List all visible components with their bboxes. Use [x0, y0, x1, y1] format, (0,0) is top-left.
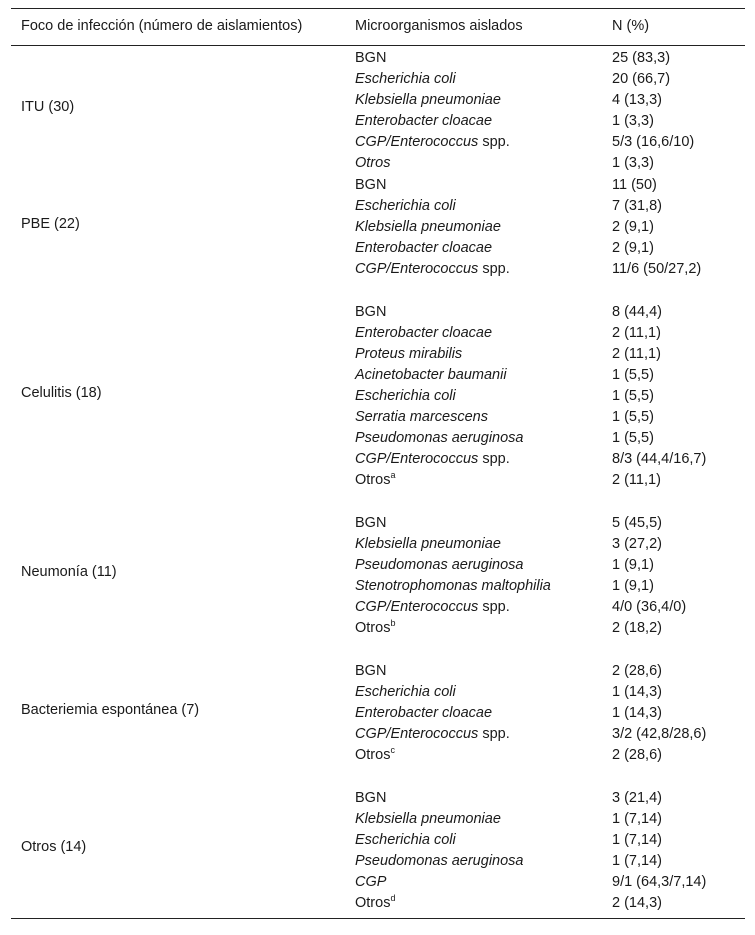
n-percent-cell: 1 (7,14)	[612, 853, 662, 869]
organism-italic: Escherichia coli	[355, 388, 456, 404]
organism-italic: Serratia marcescens	[355, 409, 488, 425]
organism-italic: Enterobacter cloacae	[355, 325, 493, 341]
table-row	[11, 196, 745, 217]
table-row	[11, 724, 745, 745]
table-row	[11, 576, 745, 597]
table-row	[11, 238, 745, 259]
organism-italic: CGP/Enterococcus	[355, 261, 479, 277]
table-row	[11, 323, 745, 344]
organism-cell	[355, 48, 386, 69]
organism-plain: spp.	[482, 726, 510, 742]
table-row	[11, 217, 745, 238]
table-row	[11, 661, 745, 682]
table-row	[11, 809, 745, 830]
n-percent-cell: 7 (31,8)	[612, 198, 662, 214]
table-bottom-rule	[11, 918, 745, 919]
n-percent-cell: 1 (5,5)	[612, 388, 654, 404]
organism-plain: Otros	[355, 620, 391, 636]
organism-cell	[355, 724, 510, 745]
table-row	[11, 872, 745, 893]
n-percent-cell: 1 (14,3)	[612, 684, 662, 700]
organism-plain: Otros	[355, 895, 391, 911]
organism-italic: Escherichia coli	[355, 198, 456, 214]
organism-italic: CGP/Enterococcus	[355, 599, 479, 615]
focus-label: ITU (30)	[21, 99, 75, 115]
table-row	[11, 534, 745, 555]
table-row	[11, 851, 745, 872]
footnote-marker: d	[390, 893, 396, 904]
header-focus: Foco de infección (número de aislamientos)	[21, 18, 303, 34]
table-header	[11, 9, 745, 46]
organism-cell	[355, 69, 456, 90]
organism-plain: Otros	[355, 747, 391, 763]
n-percent-cell: 25 (83,3)	[612, 50, 671, 66]
table-row	[11, 90, 745, 111]
n-percent-cell: 4 (13,3)	[612, 92, 662, 108]
table-row	[11, 597, 745, 618]
organism-plain: spp.	[482, 261, 510, 277]
n-percent-cell: 1 (7,14)	[612, 832, 662, 848]
organism-cell	[355, 534, 501, 555]
focus-group	[11, 48, 745, 174]
focus-group	[11, 302, 745, 491]
n-percent-cell: 3 (27,2)	[612, 536, 662, 552]
organism-cell	[355, 153, 390, 174]
organism-italic: Klebsiella pneumoniae	[355, 92, 501, 108]
n-percent-cell: 1 (3,3)	[612, 113, 654, 129]
organism-plain: BGN	[355, 177, 387, 193]
organism-plain: spp.	[482, 451, 510, 467]
n-percent-cell: 1 (5,5)	[612, 430, 654, 446]
organism-cell	[355, 449, 510, 470]
data-table	[11, 8, 745, 919]
n-percent-cell: 2 (9,1)	[612, 240, 654, 256]
organism-cell	[355, 682, 456, 703]
table-row	[11, 830, 745, 851]
organism-cell	[355, 132, 510, 153]
n-percent-cell: 2 (18,2)	[612, 620, 662, 636]
organism-italic: Enterobacter cloacae	[355, 705, 493, 721]
focus-group	[11, 661, 745, 766]
table-row	[11, 344, 745, 365]
n-percent-cell: 20 (66,7)	[612, 71, 671, 87]
organism-cell	[355, 259, 510, 280]
n-percent-cell: 8/3 (44,4/16,7)	[612, 451, 707, 467]
n-percent-cell: 1 (5,5)	[612, 409, 654, 425]
organism-italic: CGP/Enterococcus	[355, 134, 479, 150]
organism-cell	[355, 745, 395, 766]
organism-plain: spp.	[482, 599, 510, 615]
table-row	[11, 407, 745, 428]
organism-cell	[355, 470, 395, 491]
organism-italic: CGP/Enterococcus	[355, 726, 479, 742]
n-percent-cell: 11/6 (50/27,2)	[612, 261, 702, 277]
table-row	[11, 365, 745, 386]
organism-italic: Pseudomonas aeruginosa	[355, 853, 524, 869]
focus-label: Otros (14)	[21, 839, 87, 855]
table-row	[11, 513, 745, 534]
organism-plain: Otros	[355, 472, 391, 488]
organism-cell	[355, 513, 386, 534]
organism-plain: BGN	[355, 790, 387, 806]
organism-plain: BGN	[355, 50, 387, 66]
organism-cell	[355, 851, 523, 872]
organism-cell	[355, 407, 488, 428]
n-percent-cell: 2 (11,1)	[612, 472, 661, 488]
table-row	[11, 302, 745, 323]
n-percent-cell: 11 (50)	[612, 177, 657, 193]
header-organisms: Microorganismos aislados	[355, 18, 523, 34]
focus-label: PBE (22)	[21, 215, 80, 232]
n-percent-cell: 2 (11,1)	[612, 346, 661, 362]
focus-label: Neumonía (11)	[21, 564, 117, 580]
table-row	[11, 682, 745, 703]
organism-cell	[355, 217, 501, 238]
organism-cell	[355, 893, 395, 914]
organism-italic: Stenotrophomonas maltophilia	[355, 578, 551, 594]
organism-italic: Klebsiella pneumoniae	[355, 536, 501, 552]
organism-cell	[355, 830, 456, 851]
organism-italic: Klebsiella pneumoniae	[355, 811, 501, 827]
n-percent-cell: 5 (45,5)	[612, 515, 662, 531]
table-row	[11, 788, 745, 809]
organism-plain: BGN	[355, 515, 387, 531]
organism-cell	[355, 323, 492, 344]
footnote-marker: b	[390, 618, 396, 629]
organism-cell	[355, 809, 501, 830]
organism-plain: spp.	[482, 134, 510, 150]
organism-cell	[355, 302, 386, 323]
n-percent-cell: 1 (3,3)	[612, 155, 654, 171]
n-percent-cell: 3 (21,4)	[612, 790, 662, 806]
organism-cell	[355, 90, 501, 111]
table-row	[11, 745, 745, 766]
n-percent-cell: 3/2 (42,8/28,6)	[612, 726, 707, 742]
organism-cell	[355, 428, 523, 449]
organism-cell	[355, 576, 551, 597]
n-percent-cell: 4/0 (36,4/0)	[612, 599, 687, 615]
organism-cell	[355, 555, 523, 576]
organism-cell	[355, 175, 386, 196]
n-percent-cell: 1 (14,3)	[612, 705, 662, 721]
focus-group	[11, 175, 745, 280]
organism-italic: Enterobacter cloacae	[355, 240, 493, 256]
organism-italic: Pseudomonas aeruginosa	[355, 430, 524, 446]
footnote-marker: a	[390, 470, 396, 481]
organism-italic: Escherichia coli	[355, 71, 456, 87]
n-percent-cell: 2 (14,3)	[612, 895, 662, 911]
n-percent-cell: 2 (28,6)	[612, 663, 662, 679]
table-row	[11, 428, 745, 449]
n-percent-cell: 2 (28,6)	[612, 747, 662, 763]
organism-cell	[355, 703, 492, 724]
organism-cell	[355, 661, 386, 682]
table-row	[11, 132, 745, 153]
table-row	[11, 470, 745, 491]
organism-plain: BGN	[355, 304, 387, 320]
table-row	[11, 618, 745, 639]
n-percent-cell: 1 (5,5)	[612, 367, 654, 383]
table-row	[11, 111, 745, 132]
n-percent-cell: 2 (11,1)	[612, 325, 661, 341]
organism-cell	[355, 365, 507, 386]
organism-italic: Acinetobacter baumanii	[355, 367, 507, 383]
n-percent-cell: 5/3 (16,6/10)	[612, 134, 695, 150]
organism-italic: Klebsiella pneumoniae	[355, 219, 501, 235]
organism-cell	[355, 196, 456, 217]
n-percent-cell: 1 (9,1)	[612, 578, 654, 594]
organism-plain: BGN	[355, 663, 387, 679]
focus-group	[11, 788, 745, 918]
table-body	[11, 48, 745, 918]
organism-cell	[355, 386, 456, 407]
organism-italic: Enterobacter cloacae	[355, 113, 493, 129]
organism-cell	[355, 788, 386, 809]
organism-italic: Otros	[355, 155, 391, 171]
table-row	[11, 259, 745, 280]
table-row	[11, 555, 745, 576]
organism-italic: Escherichia coli	[355, 684, 456, 700]
organism-cell	[355, 238, 492, 259]
organism-italic: Proteus mirabilis	[355, 346, 463, 362]
table-row	[11, 175, 745, 196]
focus-label: Bacteriemia espontánea (7)	[21, 701, 200, 718]
focus-group	[11, 513, 745, 639]
organism-italic: CGP/Enterococcus	[355, 451, 479, 467]
table-row	[11, 48, 745, 69]
organism-cell	[355, 597, 510, 618]
n-percent-cell: 1 (9,1)	[612, 557, 654, 573]
organism-italic: CGP	[355, 874, 387, 890]
organism-cell	[355, 111, 492, 132]
table-row	[11, 153, 745, 174]
n-percent-cell: 2 (9,1)	[612, 219, 654, 235]
table-row	[11, 449, 745, 470]
organism-cell	[355, 872, 386, 893]
n-percent-cell: 1 (7,14)	[612, 811, 662, 827]
table-row	[11, 703, 745, 724]
table-row	[11, 893, 745, 914]
organism-italic: Pseudomonas aeruginosa	[355, 557, 524, 573]
table-row	[11, 386, 745, 407]
n-percent-cell: 9/1 (64,3/7,14)	[612, 874, 707, 890]
organism-italic: Escherichia coli	[355, 832, 456, 848]
n-percent-cell: 8 (44,4)	[612, 304, 662, 320]
organism-cell	[355, 344, 462, 365]
header-n-percent: N (%)	[612, 18, 650, 34]
footnote-marker: c	[390, 745, 395, 756]
table-row	[11, 69, 745, 90]
focus-label: Celulitis (18)	[21, 384, 102, 401]
organism-cell	[355, 618, 395, 639]
